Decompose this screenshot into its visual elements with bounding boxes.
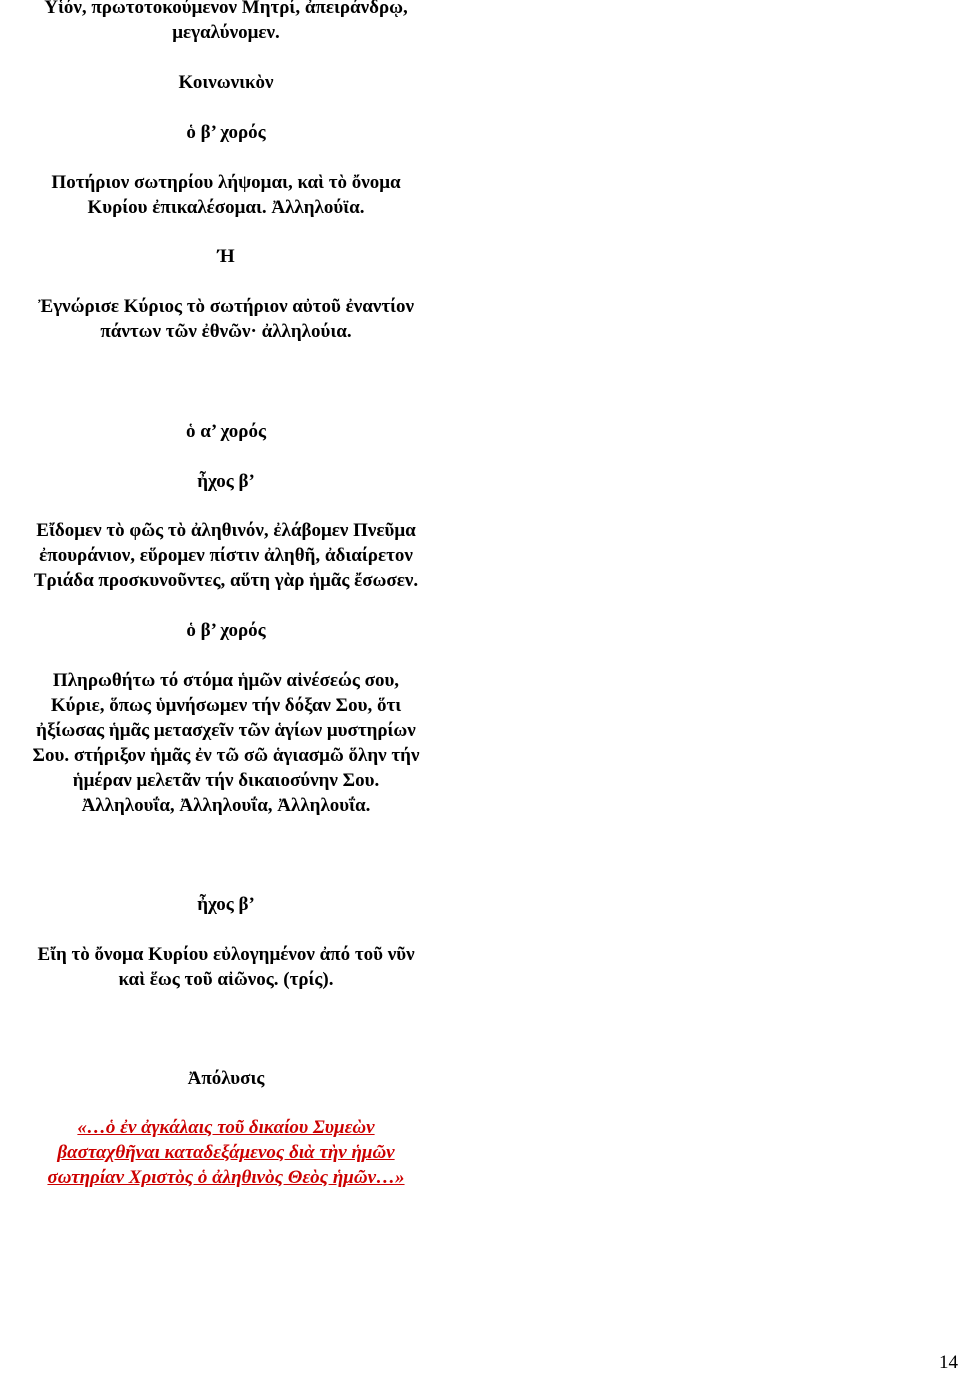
text-line: «…ὁ ἐν ἀγκάλαις τοῦ δικαίου Συμεὼν [77, 1117, 375, 1138]
text-line: Ἐγνώρισε Κύριος τὸ σωτήριον αὐτοῦ ἐναντίον [38, 296, 414, 317]
text-line: Υἱόν, πρωτοτοκούμενον Μητρί, ἀπειράνδρῳ, [44, 0, 408, 18]
text-line: Εἴη τὸ ὄνομα Κυρίου εὐλογημένον ἀπό τοῦ νῦν [37, 944, 415, 965]
text-line: σωτηρίαν Χριστὸς ὁ ἀληθινὸς Θεὸς ἡμῶν…» [47, 1167, 405, 1188]
text-line: καὶ ἕως τοῦ αἰῶνος. (τρίς). [118, 969, 334, 990]
hymn-we-have-seen [0, 518, 452, 593]
choir-label [0, 120, 452, 145]
choir-label-text: ὁ α’ χορός [186, 421, 266, 442]
text-line: Κύριε, ὅπως ὑμνήσωμεν τήν δόξαν Σου, ὅτι [50, 695, 402, 716]
heading-text: Κοινωνικὸν [178, 72, 274, 93]
heading-text: Ἀπόλυσις [187, 1068, 265, 1089]
text-line: ἠξίωσας ἡμᾶς μετασχεῖν τῶν ἁγίων μυστηρίων [36, 720, 416, 741]
blessed-be-the-name [0, 942, 452, 992]
text-line: Κυρίου ἐπικαλέσομαι. Ἀλληλούϊα. [87, 197, 365, 218]
section-heading-communion [0, 70, 452, 95]
text-line: Σου. στήριξον ἡμᾶς ἐν τῶ σῶ ἁγιασμῶ ὅλην τήν [32, 745, 420, 766]
choir-label-text: ὁ β’ χορός [186, 620, 266, 641]
choir-label-text: ὁ β’ χορός [186, 122, 266, 143]
text-line: ἐπουράνιον, εὕρομεν πίστιν ἀληθῆ, ἀδιαίρετον [39, 545, 413, 566]
text-line: Τριάδα προσκυνοῦντες, αὕτη γὰρ ἡμᾶς ἔσωσεν. [33, 570, 419, 591]
text-line: Ἀλληλουΐα, Ἀλληλουΐα, Ἀλληλουΐα. [81, 795, 371, 816]
text-line: Ποτήριον σωτηρίου λήψομαι, καὶ τὸ ὄνομα [51, 172, 401, 193]
text-line: βασταχθῆναι καταδεξάμενος διὰ τὴν ἡμῶν [57, 1142, 395, 1163]
or-separator [0, 244, 452, 269]
text-line: ἡμέραν μελετᾶν τήν δικαιοσύνην Σου. [72, 770, 380, 791]
section-heading-dismissal [0, 1066, 452, 1091]
alternate-communion-verse [0, 294, 452, 344]
text-line: Πληρωθήτω τό στόμα ἡμῶν αἰνέσεώς σου, [52, 670, 400, 691]
tone-label-text: ἦχος β’ [197, 894, 255, 915]
text-line: μεγαλύνομεν. [172, 22, 280, 43]
magnification-hymn [0, 0, 452, 45]
hymn-let-our-mouths [0, 668, 452, 818]
tone-label [0, 469, 452, 494]
dismissal-text [0, 1115, 452, 1190]
communion-verse [0, 170, 452, 220]
choir-label [0, 419, 452, 444]
text-line: πάντων τῶν ἐθνῶν· ἀλληλούια. [100, 321, 352, 342]
text-line: Εἴδομεν τὸ φῶς τὸ ἀληθινόν, ἐλάβομεν Πνεῦμα [36, 520, 416, 541]
tone-label-text: ἦχος β’ [197, 471, 255, 492]
or-text: Ή [217, 246, 235, 267]
choir-label [0, 618, 452, 643]
tone-label [0, 892, 452, 917]
page-number: 14 [939, 1352, 958, 1373]
